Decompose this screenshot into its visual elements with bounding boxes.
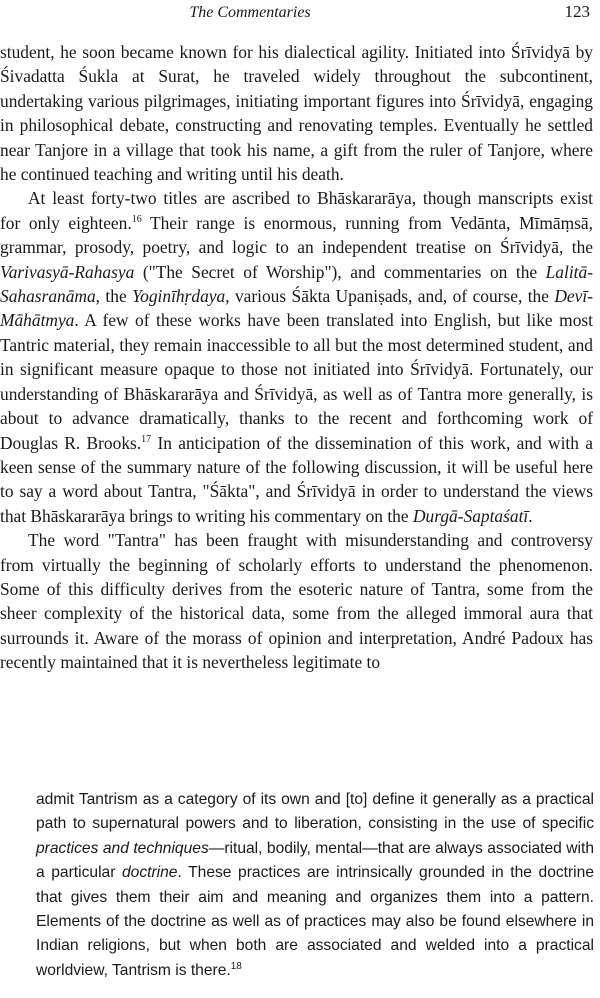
work-title-varivasya-rahasya: Varivasyā-Rahasya	[0, 261, 135, 282]
paragraph-2-text: ("The Secret of Worship"), and commentaries on the	[134, 261, 546, 282]
quote-text: . These practices are intrinsically grounded in the doctrine that gives them their aim and meaning and organizes them into a pattern. Elements of the doctrine as well as of practices may also be found elsewhere in Indian religions, but when both are associated and welded into a practical worldview, Tantrism is there.	[36, 864, 594, 979]
quote-emphasis: doctrine	[122, 864, 178, 882]
page-number: 123	[564, 2, 590, 21]
work-title-durga-saptasati: Durgā-Saptaśatī	[412, 505, 529, 526]
footnote-ref-17: 17	[141, 433, 152, 445]
footnote-ref-16: 16	[131, 214, 142, 226]
paragraph-2-text: , the	[95, 286, 133, 307]
quote-emphasis: practices and techniques	[36, 839, 209, 857]
paragraph-1: student, he soon became known for his dialectical agility. Initiated into Śrīvidyā by Śivadatta Śukla at Surat, he traveled widely throughout the subcontinent, undertaking various pilgrimages, initiating important figures into Śrīvidyā, engaging in philosophical debate, constructing and renovating temples. Eventually he settled near Tanjore in a village that took his name, a gift from the ruler of Tanjore, where he continued teaching and writing until his death.	[0, 42, 593, 185]
paragraph-2-text: In anticipation of the dissemination of this work, and with a keen sense of the summary nature of the following discussion, it will be useful here to say a word about Tantra, "Śākta", and Śrīvidyā in order to understand the views that Bhāskararāya brings to writing his commentary on the	[0, 432, 593, 526]
footnote-ref-18: 18	[230, 960, 242, 972]
quote-text: admit Tantrism as a category of its own and [to] define it generally as a practical path to supernatural powers and to liberation, consisting in the use of specific	[36, 791, 594, 833]
work-title-devi-mahatmya: Devī-Māhātmya	[0, 286, 593, 331]
block-quote-text	[36, 788, 594, 983]
block-quote	[36, 788, 594, 983]
running-title: The Commentaries	[189, 4, 311, 21]
paragraph-2-text: . A few of these works have been translated into English, but like most Tantric material, they remain inaccessible to all but the most determined student, and in significant measure opaque to those not initiated into Śrīvidyā. Fortunately, our understanding of Bhāskararāya and Śrīvidyā, as well as of Tantra more generally, is about to advance dramatically, thanks to the recent and forthcoming work of Douglas R. Brooks.	[0, 310, 593, 453]
paragraph-2-text: Their range is enormous, running from Vedānta, Mīmāṃsā, grammar, prosody, poetry, and logic to an independent treatise on Śrīvidyā, the	[0, 212, 593, 258]
work-title-yoginihrdaya: Yoginīhṛdaya	[132, 286, 226, 307]
paragraph-2-text: At least forty-two titles are ascribed to Bhāskararāya, though manscripts exist for only eighteen.	[0, 188, 593, 233]
paragraph-3: The word "Tantra" has been fraught with misunderstanding and controversy from virtually the beginning of scholarly efforts to understand the phenomenon. Some of this difficulty derives from the esoteric nature of Tantra, some from the sheer complexity of the historical data, some from the alleged immoral aura that surrounds it. Aware of the morass of opinion and interpretation, André Padoux has recently maintained that it is nevertheless legitimate to	[0, 530, 593, 673]
paragraph-2-text: .	[528, 505, 533, 526]
work-title-lalita-sahasranama: Lalitā-Sahasranāma	[0, 261, 593, 307]
paragraph-2-text: , various Śākta Upaniṣads, and, of course, the	[225, 286, 555, 307]
body-text	[0, 40, 593, 675]
paragraph-2	[0, 186, 593, 528]
quote-text: —ritual, bodily, mental—that are always associated with a particular	[36, 839, 594, 882]
